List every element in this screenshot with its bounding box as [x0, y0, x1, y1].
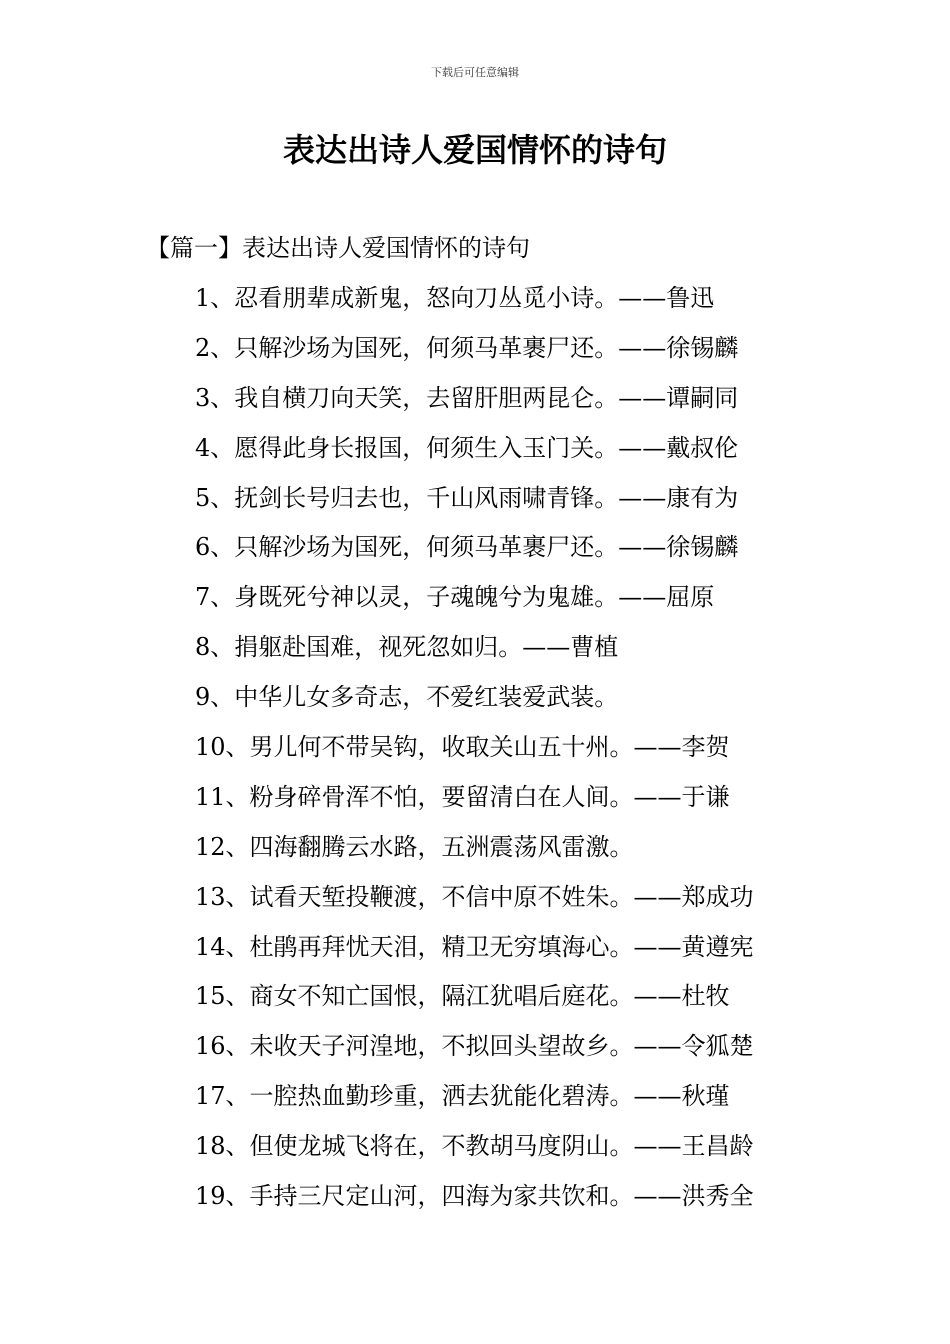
poem-line: 13、试看天堑投鞭渡，不信中原不姓朱。——郑成功 [195, 882, 754, 911]
poem-line: 4、愿得此身长报国，何须生入玉门关。——戴叔伦 [195, 433, 739, 462]
poem-line: 2、只解沙场为国死，何须马革裹尸还。——徐锡麟 [195, 333, 739, 362]
poem-line: 18、但使龙城飞将在，不教胡马度阴山。——王昌龄 [195, 1132, 754, 1161]
poem-line: 11、粉身碎骨浑不怕，要留清白在人间。——于谦 [195, 782, 730, 811]
poem-line: 19、手持三尺定山河，四海为家共饮和。——洪秀全 [195, 1182, 754, 1211]
poem-line: 3、我自横刀向天笑，去留肝胆两昆仑。——谭嗣同 [195, 383, 739, 412]
poem-line: 16、未收天子河湟地，不拟回头望故乡。——令狐楚 [195, 1032, 754, 1061]
poem-line: 17、一腔热血勤珍重，洒去犹能化碧涛。——秋瑾 [195, 1082, 730, 1111]
poem-line: 1、忍看朋辈成新鬼，怒向刀丛觅小诗。——鲁迅 [195, 284, 715, 312]
section-heading: 【篇一】表达出诗人爱国情怀的诗句 [146, 234, 530, 262]
header-note: 下载后可任意编辑 [431, 66, 519, 79]
poem-line: 8、捐躯赴国难，视死忽如归。——曹植 [195, 633, 619, 662]
poem-list [195, 281, 754, 1229]
poem-line: 6、只解沙场为国死，何须马革裹尸还。——徐锡麟 [195, 533, 739, 562]
poem-line: 5、抚剑长号归去也，千山风雨啸青锋。——康有为 [195, 483, 739, 512]
document-title: 表达出诗人爱国情怀的诗句 [282, 131, 667, 169]
poem-line: 14、杜鹃再拜忧天泪，精卫无穷填海心。——黄遵宪 [195, 932, 754, 961]
poem-line: 10、男儿何不带吴钩，收取关山五十州。——李贺 [195, 733, 730, 762]
poem-line: 9、中华儿女多奇志，不爱红装爱武装。 [195, 683, 619, 712]
poem-line: 15、商女不知亡国恨，隔江犹唱后庭花。——杜牧 [195, 982, 730, 1011]
poem-line: 12、四海翻腾云水路，五洲震荡风雷激。 [195, 832, 634, 861]
poem-line: 7、身既死兮神以灵，子魂魄兮为鬼雄。——屈原 [195, 583, 715, 612]
